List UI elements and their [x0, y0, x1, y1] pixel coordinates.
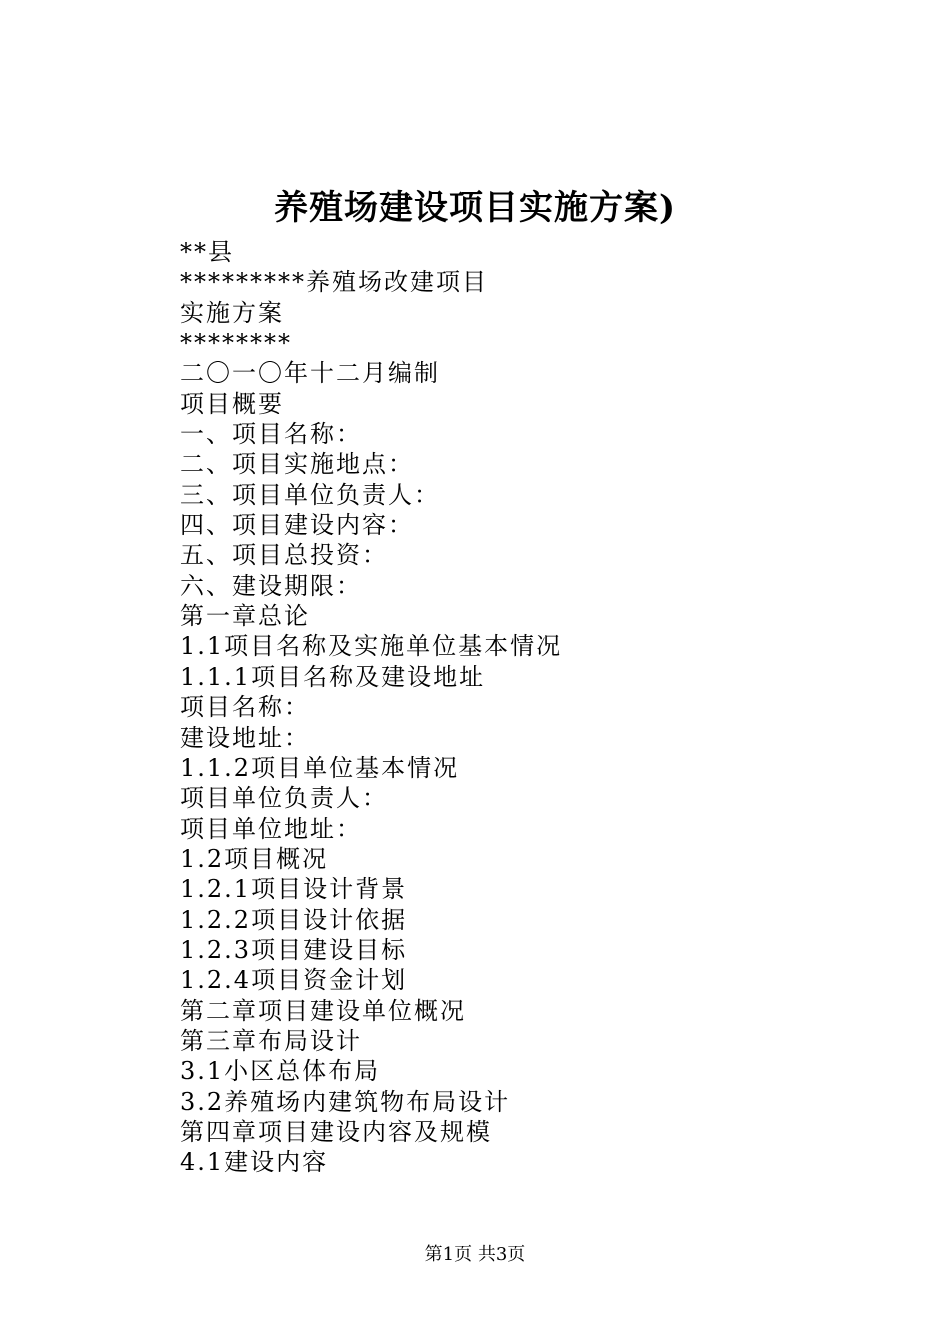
- document-line: 第二章项目建设单位概况: [180, 996, 466, 1025]
- document-body: [180, 237, 860, 1178]
- document-line: 实施方案: [180, 298, 284, 327]
- document-line: 1.2.4项目资金计划: [180, 966, 408, 995]
- document-line: 三、项目单位负责人：: [180, 480, 440, 509]
- page-number-footer: 第1页 共3页: [424, 1244, 526, 1265]
- document-line: 第一章总论: [180, 602, 310, 631]
- document-line: 项目名称：: [180, 693, 310, 722]
- document-line: 1.2项目概况: [180, 844, 329, 873]
- document-line: 1.1项目名称及实施单位基本情况: [180, 632, 563, 661]
- document-line: 1.1.2项目单位基本情况: [180, 753, 460, 782]
- document-line: ********: [180, 329, 292, 358]
- document-line: 四、项目建设内容：: [180, 511, 414, 540]
- document-line: 第四章项目建设内容及规模: [180, 1117, 492, 1146]
- document-line: 二、项目实施地点：: [180, 450, 414, 479]
- document-line: 第三章布局设计: [180, 1026, 362, 1055]
- document-line: 五、项目总投资：: [180, 541, 388, 570]
- document-title: 养殖场建设项目实施方案): [273, 188, 677, 228]
- document-line: *********养殖场改建项目: [180, 268, 488, 297]
- document-line: 项目单位负责人：: [180, 784, 388, 813]
- document-line: 1.2.1项目设计背景: [180, 875, 408, 904]
- document-line: 六、建设期限：: [180, 571, 362, 600]
- document-line: 项目单位地址：: [180, 814, 362, 843]
- document-line: **县: [180, 238, 234, 266]
- document-line: 3.2养殖场内建筑物布局设计: [180, 1087, 511, 1116]
- document-line: 建设地址：: [180, 723, 310, 752]
- document-line: 1.1.1项目名称及建设地址: [180, 662, 486, 691]
- document-line: 1.2.2项目设计依据: [180, 905, 408, 934]
- document-line: 1.2.3项目建设目标: [180, 935, 408, 964]
- document-line: 一、项目名称：: [180, 420, 362, 449]
- document-line: 二〇一〇年十二月编制: [180, 359, 440, 388]
- document-line: 项目概要: [180, 389, 284, 418]
- document-line: 4.1建设内容: [180, 1148, 329, 1177]
- document-line: 3.1小区总体布局: [180, 1057, 381, 1086]
